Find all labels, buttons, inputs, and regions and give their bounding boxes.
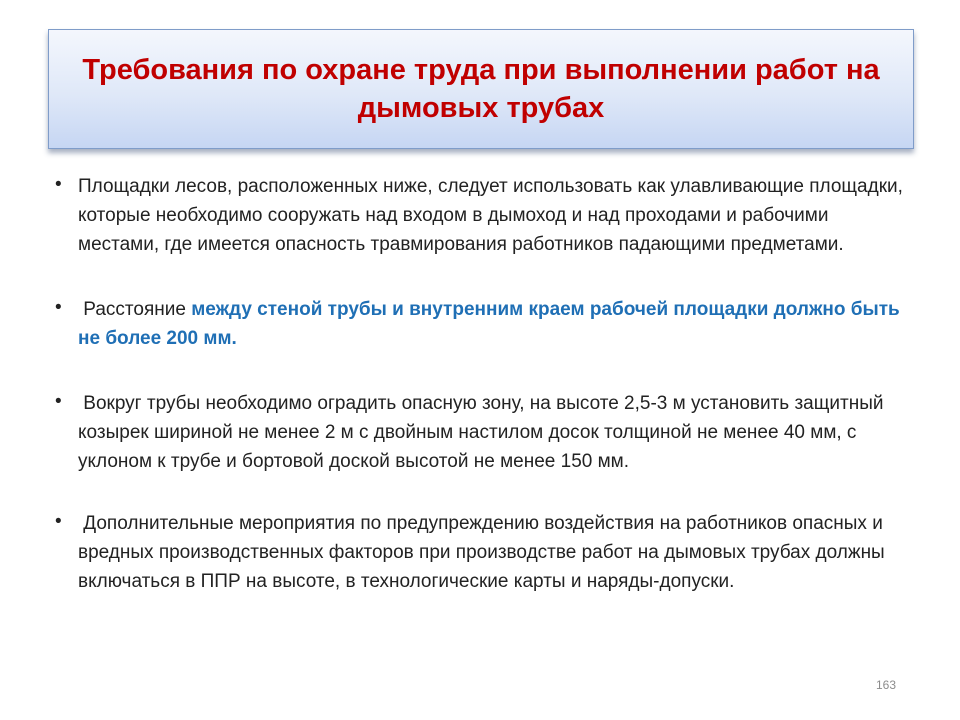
bullet-icon: •	[55, 297, 62, 318]
bullet-item-2	[52, 295, 912, 353]
bullet-icon: •	[55, 174, 62, 195]
bullet-icon: •	[55, 391, 62, 412]
title-banner	[48, 29, 914, 149]
bullet-item-1	[52, 172, 912, 259]
bullet-list	[52, 172, 912, 596]
bullet-icon: •	[55, 511, 62, 532]
bullet-text: Дополнительные мероприятия по предупреждению воздействия на работников опасных и вредных производственных факторов при производстве работ на дымовых трубах должны включаться в ППР на высоте, в технологические карты и наряды-допуски.	[78, 513, 885, 592]
bullet-text: Вокруг трубы необходимо оградить опасную зону, на высоте 2,5-3 м установить защитный козырек шириной не менее 2 м с двойным настилом досок толщиной не менее 40 мм, с уклоном к трубе и бортовой доской высотой не менее 150 мм.	[78, 393, 884, 472]
bullet-emphasis-text: между стеной трубы и внутренним краем рабочей площадки должно быть не более 200 мм.	[78, 299, 900, 349]
bullet-text: Площадки лесов, расположенных ниже, следует использовать как улавливающие площадки, которые необходимо сооружать над входом в дымоход и над проходами и рабочими местами, где имеется опасность травмирования работников падающими предметами.	[78, 176, 903, 255]
slide-title: Требования по охране труда при выполнении работ на дымовых трубах	[82, 54, 880, 124]
page-number: 163	[876, 678, 897, 692]
bullet-text: Расстояние	[83, 299, 186, 320]
bullet-item-4	[52, 509, 912, 596]
bullet-item-3	[52, 389, 912, 476]
